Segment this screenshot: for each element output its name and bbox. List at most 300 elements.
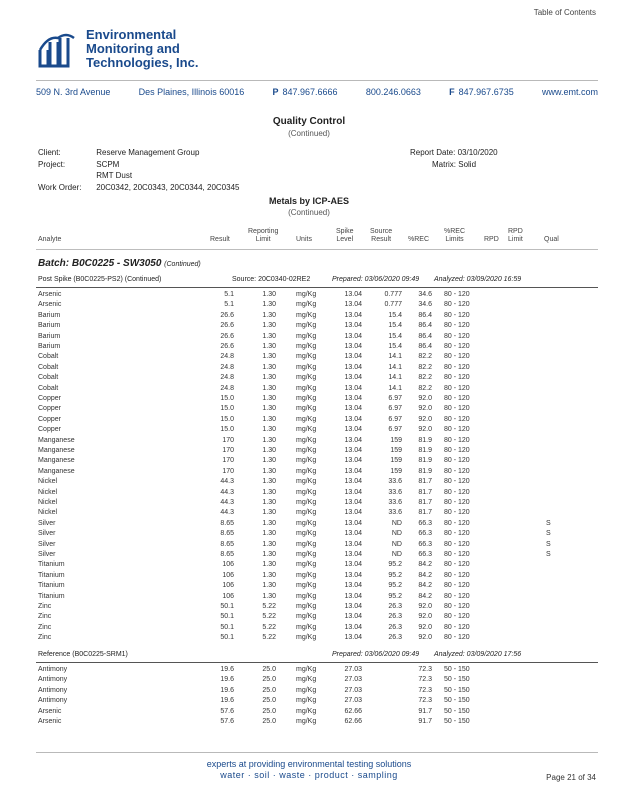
cell-rec-limits: 80 - 120: [444, 478, 470, 486]
col-rec: %REC: [408, 236, 430, 243]
cell-rec: 81.7: [418, 499, 432, 506]
cell-spike-level: 13.04: [344, 509, 362, 517]
cell-rec-limits: 80 - 120: [444, 405, 470, 413]
post-spike-prepared: Prepared: 03/06/2020 09:49: [332, 276, 420, 283]
cell-rec: 86.4: [418, 332, 432, 340]
cell-analyte: Barium: [38, 322, 61, 330]
cell-source-result: 159: [390, 447, 402, 454]
cell-analyte: Arsenic: [38, 718, 62, 725]
website-link[interactable]: www.emt.com: [541, 87, 598, 97]
cell-units: mg/Kg: [296, 582, 317, 590]
cell-analyte: Copper: [38, 426, 61, 434]
cell-spike-level: 13.04: [344, 415, 362, 423]
cell-analyte: Nickel: [38, 509, 58, 517]
cell-units: mg/Kg: [296, 343, 317, 350]
cell-spike-level: 13.04: [344, 436, 362, 444]
cell-spike-level: 13.04: [344, 623, 362, 631]
footer-divider: [36, 752, 598, 753]
post-spike-source: Source: 20C0340-02RE2: [232, 276, 311, 283]
cell-units: mg/Kg: [296, 395, 317, 402]
cell-reporting-limit: 1.30: [262, 426, 276, 434]
cell-result: 106: [222, 592, 234, 600]
cell-result: 50.1: [220, 623, 234, 631]
fax-label: F: [449, 87, 455, 97]
col-spike-level: Spike Level: [336, 228, 354, 243]
cell-result: 106: [222, 561, 234, 569]
cell-reporting-limit: 1.30: [262, 301, 276, 309]
cell-rec: 86.4: [418, 322, 432, 330]
cell-source-result: 159: [390, 467, 402, 475]
cell-rec-limits: 80 - 120: [444, 540, 470, 548]
cell-result: 19.6: [220, 676, 234, 684]
cell-units: mg/Kg: [296, 603, 317, 610]
footer-tagline: experts at providing environmental testing solutions: [206, 759, 412, 769]
address: 509 N. 3rd Avenue: [36, 87, 111, 97]
cell-source-result: 15.4: [388, 311, 402, 319]
table-of-contents-link[interactable]: Table of Contents: [533, 8, 596, 17]
cell-rec: 92.0: [418, 426, 432, 434]
cell-units: mg/Kg: [296, 666, 317, 673]
cell-spike-level: 13.04: [344, 311, 362, 319]
cell-analyte: Manganese: [38, 467, 75, 475]
cell-source-result: 14.1: [388, 363, 402, 371]
cell-rec-limits: 50 - 150: [444, 666, 470, 673]
cell-source-result: 95.2: [388, 561, 402, 569]
cell-reporting-limit: 1.30: [262, 571, 276, 579]
cell-rec: 92.0: [418, 415, 432, 423]
table-row: [38, 572, 598, 582]
cell-rec: 81.9: [418, 447, 432, 454]
table-row: [38, 301, 598, 311]
cell-analyte: Copper: [38, 405, 61, 413]
cell-rec-limits: 50 - 150: [444, 707, 470, 715]
cell-source-result: 33.6: [388, 499, 402, 506]
cell-analyte: Cobalt: [38, 384, 59, 392]
cell-units: mg/Kg: [296, 436, 317, 444]
cell-reporting-limit: 5.22: [262, 613, 276, 621]
cell-units: mg/Kg: [296, 509, 317, 517]
reference-title: Reference (B0C0225-SRM1): [38, 651, 128, 658]
cell-rec: 72.3: [418, 676, 432, 684]
cell-reporting-limit: 1.30: [262, 457, 276, 465]
col-rpd-limit: RPD Limit: [508, 228, 523, 243]
cell-rec: 72.3: [418, 697, 432, 705]
report-date-line: [410, 148, 498, 157]
cell-reporting-limit: 5.22: [262, 603, 276, 610]
cell-analyte: Arsenic: [38, 301, 62, 309]
cell-rec-limits: 80 - 120: [444, 363, 470, 371]
cell-reporting-limit: 1.30: [262, 540, 276, 548]
cell-spike-level: 13.04: [344, 582, 362, 590]
cell-spike-level: 13.04: [344, 592, 362, 600]
cell-rec-limits: 80 - 120: [444, 384, 470, 392]
table-row: [38, 312, 598, 322]
cell-source-result: 26.3: [388, 634, 402, 642]
col-result: Result: [210, 236, 230, 243]
cell-spike-level: 13.04: [344, 447, 362, 454]
workorder-value: 20C0342, 20C0343, 20C0344, 20C0345: [96, 183, 240, 192]
page-number: Page 21 of 34: [546, 773, 596, 782]
cell-units: mg/Kg: [296, 707, 317, 715]
cell-units: mg/Kg: [296, 415, 317, 423]
cell-result: 24.8: [220, 384, 234, 392]
cell-analyte: Titanium: [38, 571, 65, 579]
cell-analyte: Silver: [38, 540, 56, 548]
cell-result: 50.1: [220, 603, 234, 610]
fax-value: 847.967.6735: [458, 87, 514, 97]
cell-rec-limits: 80 - 120: [444, 519, 470, 527]
cell-rec: 66.3: [418, 551, 432, 558]
cell-reporting-limit: 1.30: [262, 322, 276, 330]
project-line: [38, 160, 119, 169]
cell-analyte: Arsenic: [38, 291, 62, 298]
cell-spike-level: 62.66: [344, 707, 362, 715]
cell-spike-level: 13.04: [344, 488, 362, 496]
company-name: [86, 28, 198, 70]
table-row: [38, 478, 598, 488]
cell-rec: 84.2: [418, 582, 432, 590]
cell-rec-limits: 80 - 120: [444, 322, 470, 330]
cell-analyte: Silver: [38, 519, 56, 527]
table-row: [38, 489, 598, 499]
cell-units: mg/Kg: [296, 499, 317, 506]
cell-rec: 81.9: [418, 436, 432, 444]
cell-units: mg/Kg: [296, 467, 317, 475]
cell-reporting-limit: 1.30: [262, 592, 276, 600]
cell-rec-limits: 80 - 120: [444, 499, 470, 506]
cell-rec: 92.0: [418, 603, 432, 610]
cell-rec: 92.0: [418, 405, 432, 413]
section-subtitle: (Continued): [288, 208, 330, 217]
reference-analyzed: Analyzed: 03/09/2020 17:56: [434, 651, 522, 658]
cell-spike-level: 13.04: [344, 426, 362, 434]
cell-reporting-limit: 25.0: [262, 686, 276, 694]
cell-units: mg/Kg: [296, 540, 317, 548]
cell-result: 19.6: [220, 697, 234, 705]
cell-rec: 92.0: [418, 623, 432, 631]
post-spike-analyzed: Analyzed: 03/09/2020 16:59: [434, 276, 522, 283]
table-row: [38, 426, 598, 436]
cell-rec-limits: 80 - 120: [444, 332, 470, 340]
table-row: [38, 593, 598, 603]
cell-analyte: Manganese: [38, 436, 75, 444]
cell-units: mg/Kg: [296, 363, 317, 371]
cell-rec-limits: 80 - 120: [444, 603, 470, 610]
cell-reporting-limit: 1.30: [262, 384, 276, 392]
post-spike-note: (Continued): [124, 276, 162, 283]
cell-source-result: ND: [391, 551, 402, 558]
table-row: [38, 624, 598, 634]
cell-rec: 81.7: [418, 478, 432, 486]
cell-result: 50.1: [220, 613, 234, 621]
cell-rec-limits: 80 - 120: [444, 343, 470, 350]
contact-bar: [36, 87, 598, 97]
cell-source-result: 0.777: [384, 301, 402, 309]
cell-rec-limits: 80 - 120: [444, 311, 470, 319]
cell-rec: 81.9: [418, 457, 432, 465]
cell-units: mg/Kg: [296, 291, 317, 298]
cell-spike-level: 13.04: [344, 301, 362, 309]
cell-spike-level: 27.03: [344, 676, 362, 684]
cell-reporting-limit: 1.30: [262, 561, 276, 569]
cell-rec: 72.3: [418, 686, 432, 694]
cell-spike-level: 13.04: [344, 478, 362, 486]
table-row: [38, 343, 598, 353]
cell-source-result: 6.97: [388, 426, 402, 434]
cell-units: mg/Kg: [296, 447, 317, 454]
cell-analyte: Titanium: [38, 592, 65, 600]
cell-spike-level: 13.04: [344, 405, 362, 413]
cell-rec: 81.7: [418, 509, 432, 517]
cell-rec: 91.7: [418, 718, 432, 725]
cell-analyte: Cobalt: [38, 353, 59, 361]
cell-rec-limits: 80 - 120: [444, 592, 470, 600]
cell-analyte: Zinc: [38, 603, 52, 610]
cell-rec: 81.7: [418, 488, 432, 496]
cell-rec-limits: 80 - 120: [444, 415, 470, 423]
cell-spike-level: 13.04: [344, 467, 362, 475]
cell-reporting-limit: 1.30: [262, 478, 276, 486]
cell-analyte: Antimony: [38, 686, 68, 694]
cell-reporting-limit: 1.30: [262, 436, 276, 444]
cell-rec: 34.6: [418, 301, 432, 309]
cell-source-result: 14.1: [388, 384, 402, 392]
cell-result: 44.3: [220, 488, 234, 496]
table-row: [38, 468, 598, 478]
table-row: [38, 291, 598, 301]
cell-reporting-limit: 1.30: [262, 467, 276, 475]
cell-spike-level: 13.04: [344, 634, 362, 642]
cell-rec: 82.2: [418, 353, 432, 361]
report-date-label: Report Date:: [410, 148, 456, 157]
matrix-label: Matrix:: [432, 160, 456, 169]
reference-prepared: Prepared: 03/06/2020 09:49: [332, 651, 420, 658]
cell-analyte: Arsenic: [38, 707, 62, 715]
cell-result: 170: [222, 436, 234, 444]
cell-reporting-limit: 1.30: [262, 363, 276, 371]
cell-analyte: Nickel: [38, 478, 58, 486]
table-row: [38, 333, 598, 343]
cell-spike-level: 13.04: [344, 499, 362, 506]
cell-analyte: Zinc: [38, 634, 52, 642]
cell-source-result: 26.3: [388, 603, 402, 610]
cell-source-result: 6.97: [388, 405, 402, 413]
col-rpd: RPD: [484, 236, 499, 243]
cell-units: mg/Kg: [296, 384, 317, 392]
cell-rec: 66.3: [418, 530, 432, 538]
cell-analyte: Titanium: [38, 561, 65, 569]
cell-result: 8.65: [220, 540, 234, 548]
table-row: [38, 374, 598, 384]
cell-spike-level: 13.04: [344, 395, 362, 402]
table-row: [38, 613, 598, 623]
cell-rec-limits: 80 - 120: [444, 613, 470, 621]
table-row: [38, 520, 598, 530]
col-rec-limits: %REC Limits: [444, 228, 466, 243]
cell-rec: 84.2: [418, 571, 432, 579]
cell-spike-level: 13.04: [344, 613, 362, 621]
cell-reporting-limit: 25.0: [262, 676, 276, 684]
cell-rec-limits: 80 - 120: [444, 353, 470, 361]
cell-result: 5.1: [224, 291, 234, 298]
table-row: [38, 582, 598, 592]
cell-units: mg/Kg: [296, 718, 317, 725]
cell-rec-limits: 80 - 120: [444, 488, 470, 496]
table-row: [38, 437, 598, 447]
cell-units: mg/Kg: [296, 405, 317, 413]
table-row: [38, 322, 598, 332]
cell-source-result: 95.2: [388, 592, 402, 600]
page-title: Quality Control: [272, 116, 346, 127]
cell-rec-limits: 50 - 150: [444, 697, 470, 705]
cell-reporting-limit: 1.30: [262, 291, 276, 298]
cell-spike-level: 13.04: [344, 291, 362, 298]
cell-result: 57.6: [220, 718, 234, 725]
client-value: Reserve Management Group: [96, 148, 200, 157]
page-subtitle: (Continued): [288, 129, 330, 138]
cell-rec: 84.2: [418, 561, 432, 569]
cell-analyte: Barium: [38, 343, 61, 350]
cell-source-result: 26.3: [388, 623, 402, 631]
cell-spike-level: 62.66: [344, 718, 362, 725]
cell-rec: 81.9: [418, 467, 432, 475]
cell-spike-level: 13.04: [344, 551, 362, 558]
cell-reporting-limit: 1.30: [262, 499, 276, 506]
cell-rec-limits: 80 - 120: [444, 561, 470, 569]
cell-units: mg/Kg: [296, 457, 317, 465]
cell-units: mg/Kg: [296, 551, 317, 558]
phone2: 800.246.0663: [365, 87, 421, 97]
cell-rec-limits: 80 - 120: [444, 623, 470, 631]
table-row: [38, 561, 598, 571]
cell-spike-level: 27.03: [344, 666, 362, 673]
table-row: [38, 708, 598, 718]
cell-spike-level: 13.04: [344, 530, 362, 538]
cell-qual: S: [546, 530, 551, 538]
cell-analyte: Antimony: [38, 676, 68, 684]
cell-units: mg/Kg: [296, 311, 317, 319]
cell-units: mg/Kg: [296, 571, 317, 579]
col-units: Units: [296, 236, 312, 243]
reference-header: [36, 651, 598, 662]
table-row: [38, 603, 598, 613]
table-row: [38, 405, 598, 415]
table-row: [38, 718, 598, 728]
table-row: [38, 530, 598, 540]
cell-analyte: Manganese: [38, 457, 75, 465]
cell-spike-level: 13.04: [344, 363, 362, 371]
cell-rec-limits: 80 - 120: [444, 457, 470, 465]
cell-source-result: 33.6: [388, 488, 402, 496]
cell-reporting-limit: 25.0: [262, 718, 276, 725]
cell-result: 44.3: [220, 499, 234, 506]
cell-result: 24.8: [220, 363, 234, 371]
cell-rec-limits: 80 - 120: [444, 426, 470, 434]
table-row: [38, 551, 598, 561]
cell-spike-level: 27.03: [344, 686, 362, 694]
cell-rec: 82.2: [418, 374, 432, 382]
cell-reporting-limit: 1.30: [262, 447, 276, 454]
cell-source-result: ND: [391, 530, 402, 538]
table-row: [38, 457, 598, 467]
cell-result: 57.6: [220, 707, 234, 715]
matrix-value: Solid: [458, 160, 477, 169]
table-row: [38, 353, 598, 363]
cell-spike-level: 13.04: [344, 603, 362, 610]
client-label: Client:: [38, 148, 61, 157]
batch-label: [38, 258, 201, 269]
cell-spike-level: 13.04: [344, 353, 362, 361]
batch-id: Batch: B0C0225 - SW3050: [38, 258, 162, 269]
fax: [449, 87, 514, 97]
client-line: [38, 148, 199, 157]
section-title: Metals by ICP-AES: [268, 196, 350, 206]
cell-rec-limits: 80 - 120: [444, 395, 470, 402]
cell-rec-limits: 80 - 120: [444, 551, 470, 558]
cell-result: 15.0: [220, 405, 234, 413]
cell-result: 106: [222, 582, 234, 590]
workorder-line: [38, 183, 239, 192]
cell-result: 24.8: [220, 374, 234, 382]
cell-result: 170: [222, 457, 234, 465]
cell-result: 15.0: [220, 426, 234, 434]
project-label: Project:: [38, 160, 66, 169]
cell-rec-limits: 80 - 120: [444, 301, 470, 309]
cell-reporting-limit: 25.0: [262, 697, 276, 705]
cell-reporting-limit: 1.30: [262, 509, 276, 517]
cell-reporting-limit: 1.30: [262, 415, 276, 423]
cell-rec-limits: 80 - 120: [444, 436, 470, 444]
table-row: [38, 687, 598, 697]
cell-rec: 92.0: [418, 395, 432, 402]
cell-source-result: 95.2: [388, 571, 402, 579]
cell-result: 24.8: [220, 353, 234, 361]
cell-rec-limits: 80 - 120: [444, 467, 470, 475]
cell-rec: 86.4: [418, 311, 432, 319]
col-analyte: Analyte: [38, 236, 62, 243]
column-headers: [38, 226, 598, 246]
reference-rule: [36, 662, 598, 663]
phone-label: P: [272, 87, 279, 97]
table-row: [38, 666, 598, 676]
cell-units: mg/Kg: [296, 697, 317, 705]
cell-reporting-limit: 1.30: [262, 343, 276, 350]
cell-source-result: 159: [390, 457, 402, 465]
cell-reporting-limit: 1.30: [262, 488, 276, 496]
cell-units: mg/Kg: [296, 426, 317, 434]
cell-rec: 84.2: [418, 592, 432, 600]
project-value-2: RMT Dust: [96, 171, 133, 180]
table-row: [38, 634, 598, 644]
cell-source-result: 14.1: [388, 353, 402, 361]
cell-qual: S: [546, 551, 551, 558]
cell-source-result: 0.777: [384, 291, 402, 298]
cell-reporting-limit: 1.30: [262, 582, 276, 590]
cell-units: mg/Kg: [296, 561, 317, 569]
cell-rec-limits: 50 - 150: [444, 718, 470, 725]
cell-units: mg/Kg: [296, 592, 317, 600]
cell-spike-level: 13.04: [344, 332, 362, 340]
cell-analyte: Silver: [38, 551, 56, 558]
cell-spike-level: 13.04: [344, 457, 362, 465]
cell-rec: 92.0: [418, 613, 432, 621]
header-rule: [36, 249, 598, 250]
company-logo: [36, 24, 206, 74]
cell-reporting-limit: 1.30: [262, 405, 276, 413]
cell-source-result: 6.97: [388, 395, 402, 402]
cell-rec-limits: 80 - 120: [444, 291, 470, 298]
cell-units: mg/Kg: [296, 332, 317, 340]
